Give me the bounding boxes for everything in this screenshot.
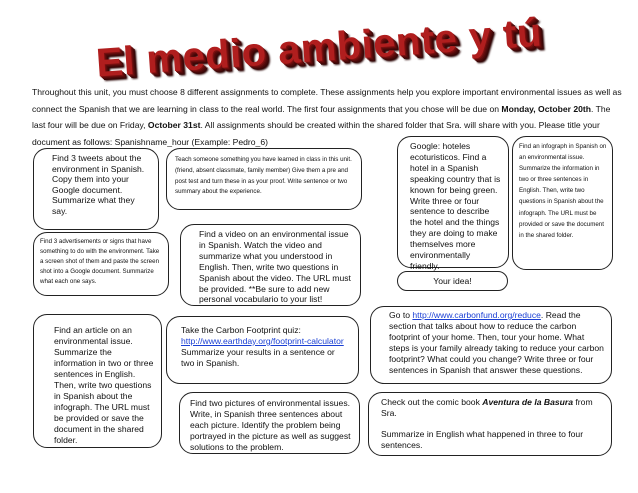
assignment-article-text: Find an article on an environmental issue. Summarize the information in two or three sentences in English. Then, write two questions in Spanish about the infograph. The URL must be provided or save the document in the shared folder. — [54, 325, 154, 445]
carbonfund-link[interactable]: http://www.carbonfund.org/reduce — [412, 310, 541, 320]
carbonfund-post: . Read the section that talks about how to reduce the carbon footprint of your home. Then, tour your home. What steps is your family already taking to reduce your carbon footprint? What could you change? Write three or four sentences in Spanish that answer these questions. — [389, 310, 604, 375]
assignment-comic — [368, 392, 612, 456]
your-idea-text: Your idea! — [433, 276, 472, 286]
assignment-tweets-text: Find 3 tweets about the environment in Spanish. Copy them into your Google document. Summarize what they say. — [52, 153, 145, 216]
assignment-article — [33, 314, 162, 448]
assignment-video — [180, 224, 361, 306]
assignment-carbonfund — [370, 306, 612, 384]
assignment-video-text: Find a video on an environmental issue in Spanish. Watch the video and summarize what you understood in English. Then, write two questions in Spanish about the video. The URL must be provided. **Be sure to add new personal vocabulario to your list! — [199, 229, 351, 305]
intro-text-3: . All assignments should be created within the shared folder that Sra. will share with you. Please title your document as follows: Spanishname_hour (Example: Pedro_6) — [32, 120, 600, 147]
due-date-2: October 31st — [147, 120, 201, 130]
assignment-ads-text: Find 3 advertisements or signs that have something to do with the environment. Take a screen shot of them and paste the screen shot into a Google document. Summarize what each one says. — [40, 238, 160, 285]
footprint-link[interactable]: http://www.earthday.org/footprint-calculator — [181, 335, 344, 346]
intro-text-1: Throughout this unit, you must choose 8 different assignments to complete. These assignments help you explore important environmental issues as well as connect the Spanish that we are learning in class to the real world. The first four assignments that you chose will be due on — [32, 87, 622, 114]
intro-text-2: . The last four will be due on Friday, — [32, 103, 611, 130]
assignment-ads — [33, 232, 169, 296]
assignment-pictures — [179, 392, 360, 454]
assignment-teach — [166, 148, 362, 210]
assignment-carbonfund-text — [389, 310, 605, 375]
assignment-infograph-text: Find an infograph in Spanish on an environmental issue. Summarize the information in two or three sentences in English. Then, write two questions in Spanish about the infograph. The URL must be provided or save the document in the shared folder. — [519, 143, 607, 239]
assignment-hotels — [397, 136, 509, 271]
comic-mid: from Sra. — [381, 397, 593, 418]
comic-pre: Check out the comic book — [381, 397, 483, 407]
footprint-pre: Take the Carbon Footprint quiz: — [181, 325, 301, 335]
page-title: El medio ambiente y tú — [94, 10, 544, 86]
footprint-post: Summarize your results in a sentence or two in Spanish. — [181, 346, 335, 368]
assignment-hotels-text: Google: hoteles ecoturisticos. Find a hotel in a Spanish speaking country that is known for being green. Write three or four sentence to describe the hotel and the things they are doing to make themselves more environmentally friendly. — [410, 141, 501, 271]
comic-title: Aventura de la Basura — [482, 397, 574, 407]
comic-intro — [381, 397, 605, 419]
due-date-1: Monday, October 20th — [501, 103, 592, 114]
assignment-teach-text: Teach someone something you have learned in class in this unit. (friend, absent classmate, family member) Give them a pre and post test and turn these in as your proof. Write sentence or two summary about the experience. — [175, 156, 352, 196]
carbonfund-pre: Go to — [389, 310, 413, 320]
assignment-tweets — [33, 148, 159, 230]
assignment-pictures-text: Find two pictures of environmental issues. Write, in Spanish three sentences about each picture. Identify the problem being portrayed in the picture as well as suggest solutions to the problem. — [190, 398, 351, 452]
your-idea-box — [397, 271, 508, 291]
assignment-footprint — [166, 316, 359, 384]
comic-summary: Summarize in English what happened in three to four sentences. — [381, 428, 584, 450]
assignment-footprint-text — [181, 325, 350, 369]
assignment-infograph — [512, 136, 613, 270]
